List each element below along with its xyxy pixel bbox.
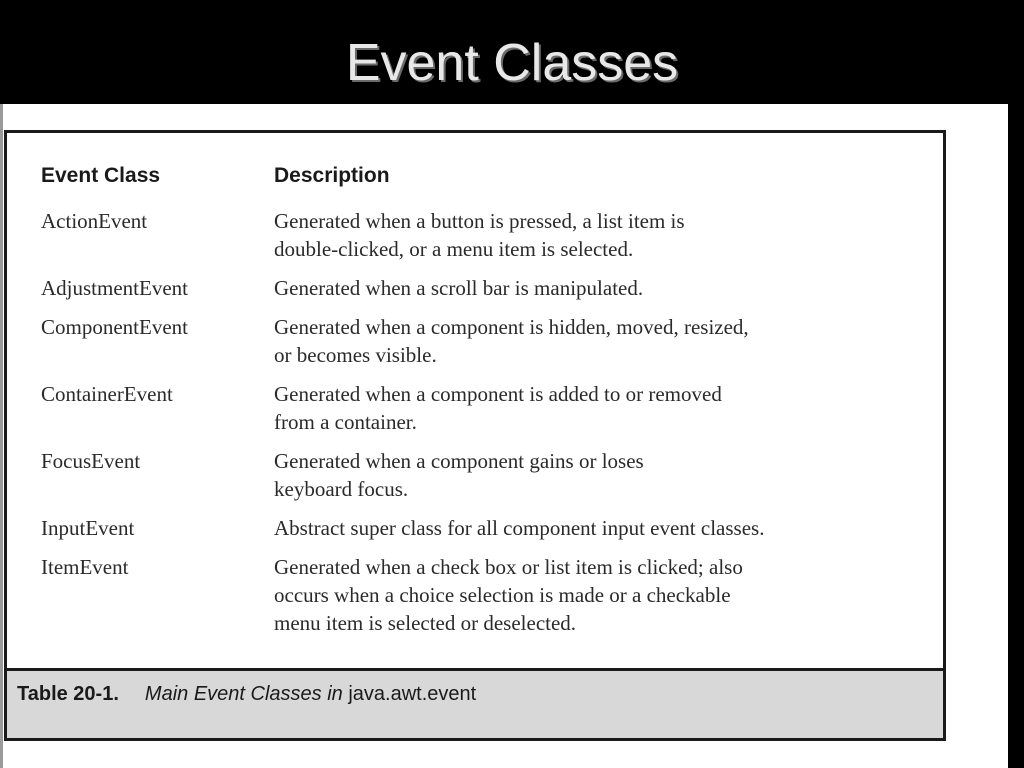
description-line: Generated when a scroll bar is manipulated.: [274, 276, 644, 300]
event-class-name: ItemEvent: [41, 555, 129, 579]
table-row: [7, 380, 943, 436]
description-line: from a container.: [274, 410, 417, 434]
event-class-name: AdjustmentEvent: [41, 276, 188, 300]
event-class-description: [274, 514, 914, 542]
event-class-name: InputEvent: [41, 516, 135, 540]
table-row: [7, 447, 943, 503]
table-row: [7, 274, 943, 302]
description-line: Generated when a component gains or loses: [274, 449, 644, 473]
table-header-row: [7, 163, 943, 191]
description-line: Generated when a component is added to or removed: [274, 382, 722, 406]
table-row: [7, 313, 943, 369]
event-classes-table: [4, 130, 946, 741]
event-class-name: ContainerEvent: [41, 382, 173, 406]
caption-italic-text: Main Event Classes in: [144, 683, 343, 705]
event-class-name: FocusEvent: [41, 449, 141, 473]
description-line: menu item is selected or deselected.: [274, 611, 577, 635]
event-class-description: [274, 207, 914, 263]
description-line: Generated when a check box or list item is clicked; also: [274, 555, 743, 579]
column-header-event-class: Event Class: [41, 164, 161, 187]
description-line: occurs when a choice selection is made or a checkable: [274, 583, 731, 607]
caption-label: Table 20-1.: [17, 683, 119, 705]
description-line: or becomes visible.: [274, 343, 437, 367]
table-row: [7, 553, 943, 637]
column-header-description: Description: [274, 164, 390, 187]
description-line: keyboard focus.: [274, 477, 409, 501]
event-class-description: [274, 274, 914, 302]
description-line: Generated when a button is pressed, a list item is: [274, 209, 685, 233]
event-class-description: [274, 447, 914, 503]
table-row: [7, 207, 943, 263]
event-class-description: [274, 553, 914, 637]
event-class-name: ActionEvent: [41, 209, 148, 233]
event-class-name: ComponentEvent: [41, 315, 188, 339]
page-edge-shadow: [0, 104, 3, 768]
event-class-description: [274, 380, 914, 436]
description-line: Abstract super class for all component input event classes.: [274, 516, 765, 540]
table-body: [7, 133, 943, 671]
slide-title: Event Classes: [345, 34, 679, 92]
table-row: [7, 514, 943, 542]
table-caption: [17, 681, 476, 707]
caption-package: java.awt.event: [348, 683, 477, 705]
description-line: double-clicked, or a menu item is selected.: [274, 237, 634, 261]
description-line: Generated when a component is hidden, moved, resized,: [274, 315, 749, 339]
document-page: [0, 104, 1008, 768]
event-class-description: [274, 313, 914, 369]
table-caption-bar: [7, 671, 943, 738]
table-rows: [7, 207, 943, 648]
